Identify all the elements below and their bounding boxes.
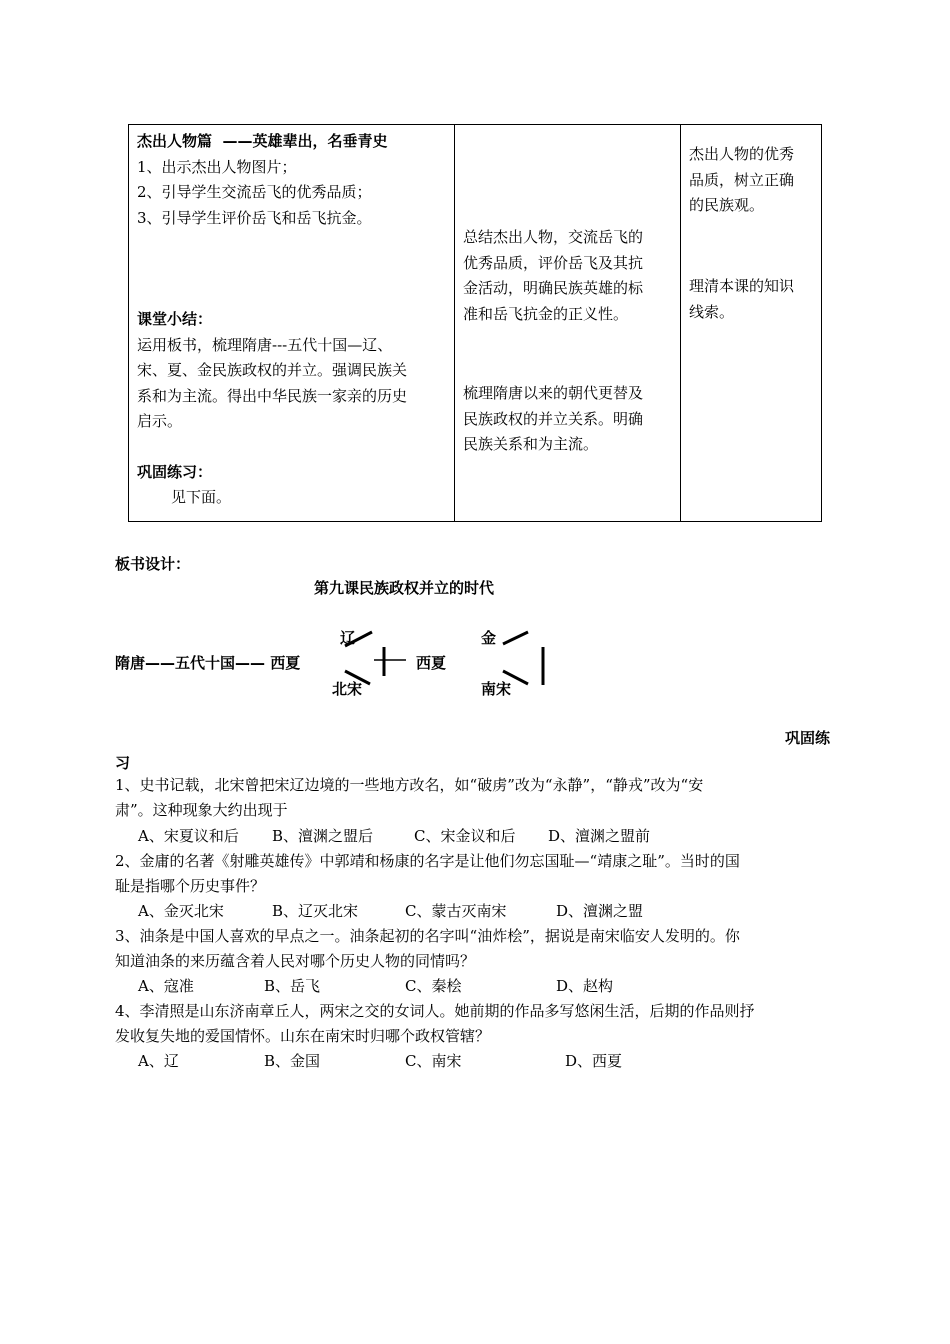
question-2 [115,849,840,899]
branch-line [345,671,370,684]
branch-line [345,632,372,646]
option-c: C、蒙古灭南宋 [405,902,507,920]
label-jin: 金 [481,629,497,647]
question-text: 发收复失地的爱国情怀。山东在南宋时归哪个政权管辖？ [115,1027,491,1045]
board-title: 第九课民族政权并立的时代 [314,579,495,597]
option-c: C、南宋 [405,1052,462,1070]
question-3 [115,924,840,974]
practice-text: 见下面。 [171,488,232,506]
label-xixia: 西夏 [416,654,447,672]
question-text: 肃”。这种现象大约出现于 [115,801,288,819]
text-line: 杰出人物的优秀 [689,145,795,163]
question-text: 4、李清照是山东济南章丘人，两宋之交的女词人。她前期的作品多写悠闲生活，后期的作品则抒 [115,1002,755,1020]
label-liao: 辽 [340,629,356,647]
question-4 [115,999,840,1049]
text-line: 优秀品质，评价岳飞及其抗 [463,253,644,272]
dynasty-chain: 隋唐——五代十国—— 西夏 [115,654,301,672]
text-line: 品质，树立正确 [689,170,795,189]
option-d: D、赵构 [556,977,614,995]
label-nansong: 南宋 [481,680,512,698]
text-line: 准和岳飞抗金的正义性。 [463,304,629,323]
option-d: D、西夏 [565,1052,623,1070]
question-text: 耻是指哪个历史事件？ [115,877,266,895]
text-line: 总结杰出人物，交流岳飞的 [463,228,644,246]
question-text: 知道油条的来历蕴含着人民对哪个历史人物的同情吗？ [115,952,476,970]
option-a: A、辽 [138,1052,179,1070]
activity-item: 2、引导学生交流岳飞的优秀品质； [137,183,372,201]
option-a: A、宋夏议和后 [138,827,239,845]
text-line: 理清本课的知识 [689,277,795,295]
text-line: 民族政权的并立关系。明确 [463,409,644,428]
option-a: A、寇准 [138,977,194,995]
option-b: B、金国 [264,1052,321,1070]
option-c: C、秦桧 [405,977,462,995]
question-text: 2、金庸的名著《射雕英雄传》中郭靖和杨康的名字是让他们勿忘国耻—“靖康之耻”。当时的国 [115,852,740,870]
summary-line: 系和为主流。得出中华民族一家亲的历史 [137,386,408,405]
activity-item: 1、出示杰出人物图片； [137,157,297,176]
option-d: D、澶渊之盟前 [548,827,651,845]
question-text: 3、油条是中国人喜欢的早点之一。油条起初的名字叫“油炸桧”，据说是南宋临安人发明的。你 [115,927,740,945]
option-b: B、岳飞 [264,977,321,995]
text-line: 线索。 [689,302,735,321]
board-heading: 板书设计： [115,555,191,573]
summary-line: 运用板书，梳理隋唐---五代十国—辽、 [137,335,393,354]
exercise-heading: 巩固练 [785,729,831,747]
question-1 [115,773,840,823]
option-d: D、澶渊之盟 [556,902,644,920]
text-line: 的民族观。 [689,196,765,214]
summary-line: 宋、夏、金民族政权的并立。强调民族关 [137,361,408,379]
branch-line [503,671,528,684]
label-beisong: 北宋 [332,680,363,698]
activity-item: 3、引导学生评价岳飞和岳飞抗金。 [137,208,372,227]
question-text: 1、史书记载，北宋曾把宋辽边境的一些地方改名，如“破虏”改为“永静”，“静戎”改为“安 [115,776,704,794]
option-c: C、宋金议和后 [414,827,516,845]
practice-title: 巩固练习： [137,462,213,481]
branch-line [503,632,528,644]
summary-title: 课堂小结： [137,310,213,328]
text-line: 金活动，明确民族英雄的标 [463,279,644,297]
summary-line: 启示。 [137,412,183,430]
option-b: B、澶渊之盟后 [272,827,374,845]
exercise-heading-cont: 习 [115,754,131,772]
text-line: 梳理隋唐以来的朝代更替及 [463,384,644,402]
option-a: A、金灭北宋 [138,902,224,920]
option-b: B、辽灭北宋 [272,902,359,920]
section-title: 杰出人物篇 ——英雄辈出，名垂青史 [137,132,388,150]
text-line: 民族关系和为主流。 [463,435,599,453]
